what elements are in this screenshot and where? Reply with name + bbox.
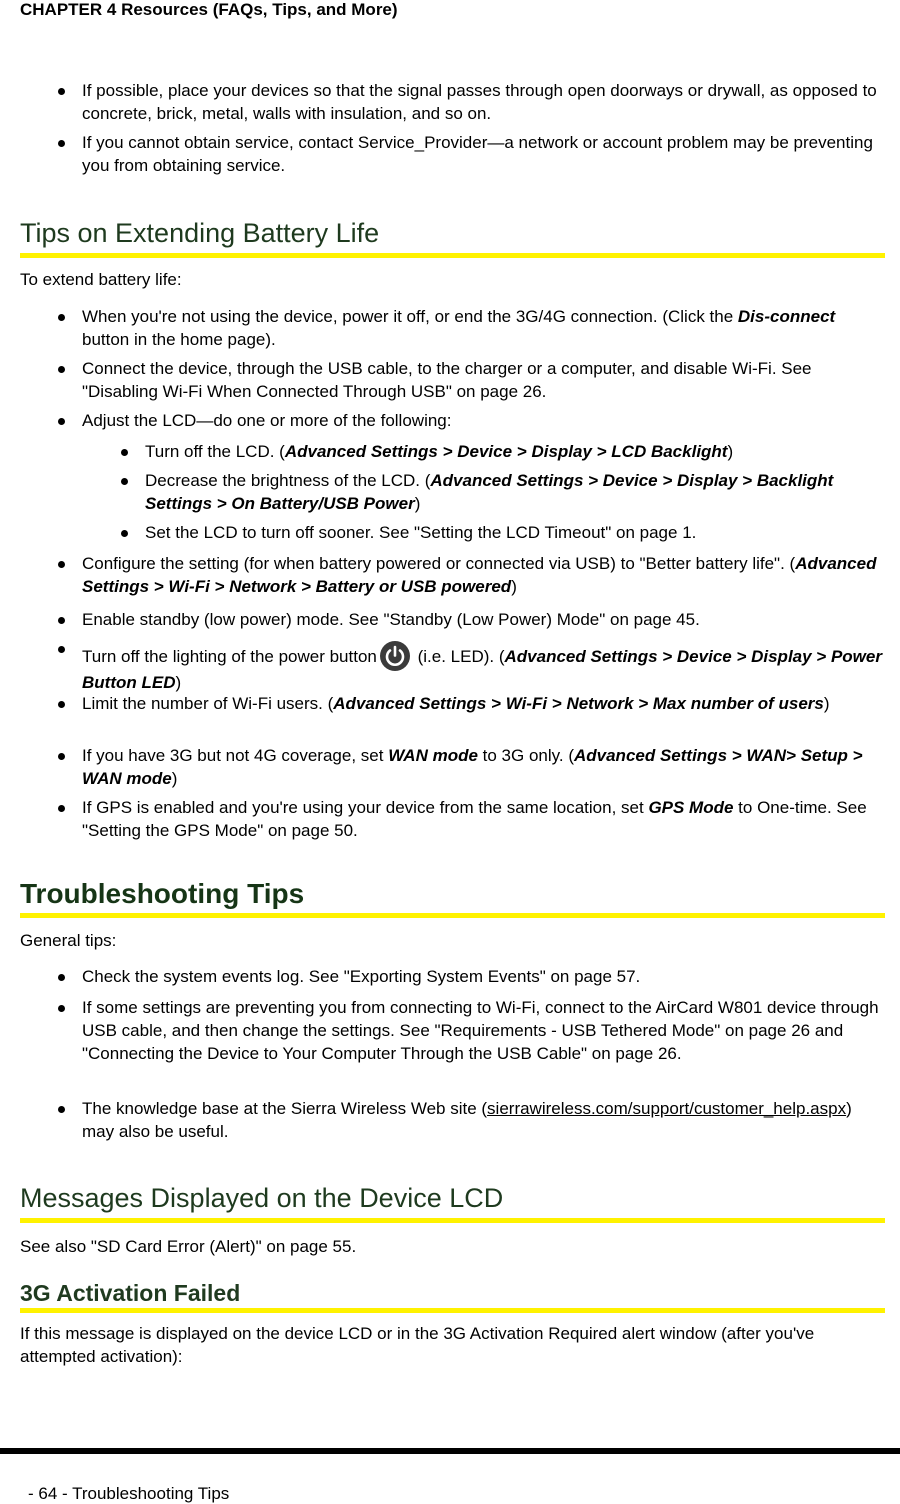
chapter-header: CHAPTER 4 Resources (FAQs, Tips, and More) [20, 0, 398, 19]
menu-path: Advanced Settings > Device > Display > LCD Backlight [284, 442, 728, 461]
list-item [82, 692, 882, 715]
list-item: Connect the device, through the USB cable, to the charger or a computer, and disable Wi-Fi. See "Disabling Wi-Fi When Connected Through USB" on page 26. [82, 359, 812, 401]
bullet-icon [58, 646, 65, 653]
bullet-icon [58, 88, 65, 95]
kb-link[interactable]: sierrawireless.com/support/customer_help.aspx [487, 1099, 847, 1118]
text: Configure the setting (for when battery powered or connected via USB) to "Better battery life". ( [82, 554, 796, 573]
text: (i.e. LED). ( [412, 647, 505, 666]
section-heading-troubleshooting: Troubleshooting Tips [20, 878, 305, 909]
text: Decrease the brightness of the LCD. ( [145, 471, 431, 490]
bullet-icon [58, 140, 65, 147]
paragraph: See also "SD Card Error (Alert)" on page 55. [20, 1237, 357, 1256]
emphasis: Dis-connect [737, 307, 836, 326]
list-item [82, 796, 882, 842]
heading-rule [20, 1218, 885, 1223]
power-icon [380, 641, 410, 671]
text: to One-time. See "Setting the GPS Mode" on page 50. [82, 798, 867, 840]
list-item: Enable standby (low power) mode. See "Standby (Low Power) Mode" on page 45. [82, 610, 700, 629]
text: ) [727, 442, 734, 461]
text: ) [414, 494, 421, 513]
text: ) may also be useful. [82, 1099, 852, 1141]
list-item: Adjust the LCD—do one or more of the following: [82, 411, 452, 430]
text: If GPS is enabled and you're using your device from the same location, set [82, 798, 649, 817]
text: ) [175, 673, 182, 692]
bullet-icon [58, 561, 65, 568]
list-item [145, 440, 885, 463]
text: The knowledge base at the Sierra Wireless Web site ( [82, 1099, 488, 1118]
text: When you're not using the device, power it off, or end the 3G/4G connection. (Click the [82, 307, 738, 326]
list-item [145, 469, 885, 515]
bullet-icon [121, 478, 128, 485]
bullet-icon [58, 974, 65, 981]
heading-rule [20, 253, 885, 258]
list-item: If possible, place your devices so that the signal passes through open doorways or drywall, as opposed to concrete, brick, metal, walls with insulation, and so on. [82, 81, 877, 123]
list-item: Set the LCD to turn off sooner. See "Setting the LCD Timeout" on page 1. [145, 523, 697, 542]
list-item: If you cannot obtain service, contact Service_Provider—a network or account problem may be preventing you from obtaining service. [82, 133, 873, 175]
section-heading-battery: Tips on Extending Battery Life [20, 218, 380, 248]
text: Turn off the lighting of the power button [82, 647, 377, 666]
text: ) [171, 769, 178, 788]
list-item [82, 641, 882, 694]
list-item [82, 305, 882, 351]
heading-rule [20, 913, 885, 918]
emphasis: GPS Mode [648, 798, 734, 817]
heading-rule [20, 1308, 885, 1313]
bullet-icon [58, 1005, 65, 1012]
subsection-heading: 3G Activation Failed [20, 1280, 241, 1306]
bullet-icon [58, 753, 65, 760]
bullet-icon [58, 701, 65, 708]
text: If you have 3G but not 4G coverage, set [82, 746, 389, 765]
section-heading-messages: Messages Displayed on the Device LCD [20, 1183, 504, 1213]
emphasis: WAN mode [388, 746, 478, 765]
list-item [82, 1097, 882, 1143]
text: Turn off the LCD. ( [145, 442, 285, 461]
bullet-icon [58, 418, 65, 425]
paragraph: General tips: [20, 931, 117, 950]
footer-rule [0, 1448, 900, 1454]
text: ) [511, 577, 517, 596]
bullet-icon [58, 805, 65, 812]
text: ) [823, 694, 830, 713]
list-item [82, 552, 882, 598]
menu-path: Advanced Settings > WAN> Setup > WAN mode [82, 746, 863, 788]
text: Limit the number of Wi-Fi users. ( [82, 694, 334, 713]
list-item: Check the system events log. See "Exporting System Events" on page 57. [82, 967, 641, 986]
list-item [82, 744, 882, 790]
bullet-icon [58, 1106, 65, 1113]
menu-path: Advanced Settings > Device > Display > Backlight Settings > On Battery/USB Power [145, 471, 834, 513]
menu-path: Advanced Settings > Device > Display > Power Button LED [82, 647, 882, 692]
bullet-icon [121, 530, 128, 537]
menu-path: Advanced Settings > Wi-Fi > Network > Battery or USB powered [82, 554, 877, 596]
page-footer: - 64 - Troubleshooting Tips [28, 1484, 230, 1503]
bullet-icon [121, 449, 128, 456]
text: to 3G only. ( [477, 746, 574, 765]
bullet-icon [58, 366, 65, 373]
paragraph: If this message is displayed on the device LCD or in the 3G Activation Required alert window (after you've attempted activation): [20, 1324, 815, 1366]
bullet-icon [58, 314, 65, 321]
menu-path: Advanced Settings > Wi-Fi > Network > Max number of users [333, 694, 824, 713]
bullet-icon [58, 617, 65, 624]
text: button in the home page). [82, 330, 276, 349]
list-item: If some settings are preventing you from connecting to Wi-Fi, connect to the AirCard W801 device through USB cable, and then change the settings. See "Requirements - USB Tethered Mode" on page 26 and "Connecting the Device to Your Computer Through the USB Cable" on page 26. [82, 998, 879, 1063]
paragraph: To extend battery life: [20, 270, 182, 289]
